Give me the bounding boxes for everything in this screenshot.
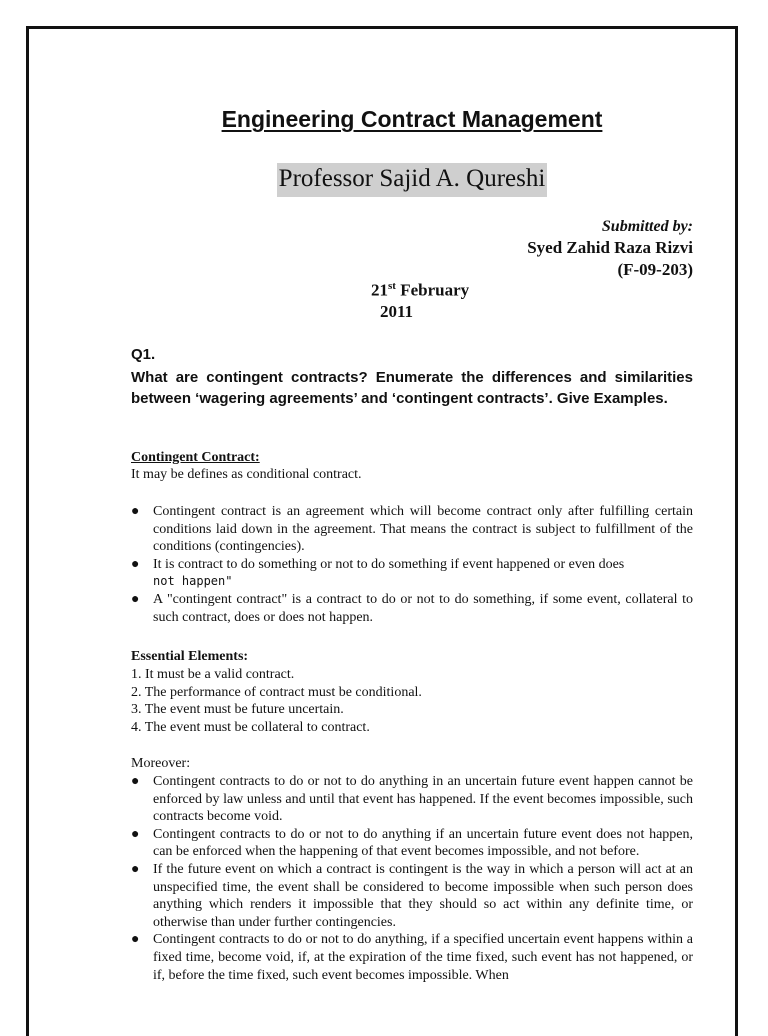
bullet-tail: not happen" [153, 574, 233, 589]
list-item: ● Contingent contracts to do or not to do anything if an uncertain future event does not happen, can be enforced when the happening of that event becomes impossible, and not before. [131, 826, 693, 860]
professor-name: Professor Sajid A. Qureshi [277, 163, 548, 197]
author-name: Syed Zahid Raza Rizvi [527, 238, 693, 257]
date-suffix: st [388, 280, 396, 292]
elements-heading: Essential Elements: [131, 649, 249, 664]
elements-item: 4. The event must be collateral to contract. [131, 719, 370, 735]
contingent-definition: It may be defines as conditional contract. [131, 467, 362, 482]
list-item: ● If the future event on which a contract is contingent is the way in which a person will act at an unspecified time, the event shall be considered to become impossible when such person does anything which renders it impossible that they should so act within any definite time, or otherwise than under further contingencies. [131, 861, 693, 930]
bullet-icon: ● [131, 504, 140, 519]
list-item: ● A "contingent contract" is a contract to do or not to do something, if some event, collateral to such contract, does or does not happen. [131, 591, 693, 625]
submission-year: 2011 [380, 302, 414, 321]
registration-number: (F-09-203) [617, 260, 693, 279]
bullet-icon: ● [131, 861, 140, 877]
moreover-heading: Moreover: [131, 756, 191, 771]
date-month: February [395, 280, 470, 300]
elements-item: 1. It must be a valid contract. [131, 667, 295, 682]
list-item: ● Contingent contracts to do or not to do anything in an uncertain future event happen cannot be enforced by law unless and until that event has happened. If the event becomes impossible, such contracts become void. [131, 774, 693, 825]
list-item: ● It is contract to do something or not to do something if event happened or even does not happen" [131, 556, 625, 589]
elements-item: 3. The event must be future uncertain. [131, 702, 344, 717]
document-title: Engineering Contract Management [221, 106, 603, 132]
submitted-by-label: Submitted by: [601, 218, 693, 235]
moreover-bullets [131, 773, 693, 984]
question-text: What are contingent contracts? Enumerate the differences and similarities between ‘wagering agreements’ and ‘contingent contracts’. Give Examples. [131, 369, 693, 407]
submission-date [371, 280, 469, 301]
bullet-icon: ● [131, 591, 140, 607]
question-label: Q1. [131, 346, 156, 363]
bullet-icon: ● [131, 556, 140, 572]
bullet-icon: ● [131, 932, 140, 948]
list-item: ● Contingent contracts to do or not to do anything, if a specified uncertain event happens within a fixed time, become void, if, at the expiration of the time fixed, such event has not happened, or if, before the time fixed, such event becomes impossible. When [131, 932, 693, 983]
contingent-bullets [131, 503, 693, 626]
contingent-heading: Contingent Contract: [131, 450, 260, 465]
bullet-icon: ● [131, 774, 140, 789]
list-item: ● Contingent contract is an agreement which will become contract only after fulfilling certain conditions laid down in the agreement. That means the contract is subject to fulfillment of the conditions (contingencies). [131, 504, 693, 555]
bullet-icon: ● [131, 826, 140, 842]
elements-item: 2. The performance of contract must be conditional. [131, 684, 422, 700]
date-day: 21 [371, 280, 388, 300]
professor-line [0, 163, 768, 197]
